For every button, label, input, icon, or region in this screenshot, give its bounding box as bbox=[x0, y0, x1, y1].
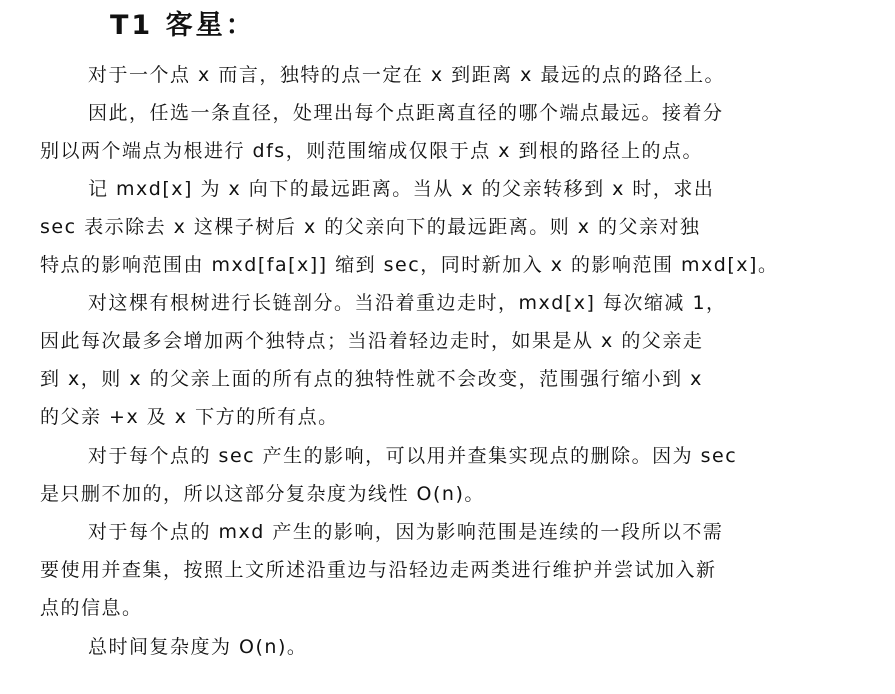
text-line: 对于每个点的 mxd 产生的影响，因为影响范围是连续的一段所以不需 bbox=[88, 521, 724, 543]
text-line: 特点的影响范围由 mxd[fa[x]] 缩到 sec，同时新加入 x 的影响范围 mxd[x]。 bbox=[40, 254, 779, 276]
text-line: sec 表示除去 x 这棵子树后 x 的父亲向下的最远距离。则 x 的父亲对独 bbox=[40, 216, 701, 238]
text-line: 是只删不加的，所以这部分复杂度为线性 O(n)。 bbox=[40, 483, 485, 505]
text-line: 别以两个端点为根进行 dfs，则范围缩成仅限于点 x 到根的路径上的点。 bbox=[40, 140, 704, 162]
text-line: 对这棵有根树进行长链剖分。当沿着重边走时，mxd[x] 每次缩减 1， bbox=[88, 292, 727, 314]
text-line: 点的信息。 bbox=[40, 597, 143, 619]
text-line: 到 x，则 x 的父亲上面的所有点的独特性就不会改变，范围强行缩小到 x bbox=[40, 368, 703, 390]
text-line: 对于每个点的 sec 产生的影响，可以用并查集实现点的删除。因为 sec bbox=[88, 445, 738, 467]
text-line: 要使用并查集，按照上文所述沿重边与沿轻边走两类进行维护并尝试加入新 bbox=[40, 559, 717, 581]
text-line: 记 mxd[x] 为 x 向下的最远距离。当从 x 的父亲转移到 x 时，求出 bbox=[88, 178, 715, 200]
document-title: T1 客星： bbox=[110, 10, 256, 41]
text-line: 总时间复杂度为 O(n)。 bbox=[88, 636, 308, 658]
text-line: 的父亲 +x 及 x 下方的所有点。 bbox=[40, 406, 339, 428]
text-line: 对于一个点 x 而言，独特的点一定在 x 到距离 x 最远的点的路径上。 bbox=[88, 64, 725, 86]
text-line: 因此，任选一条直径，处理出每个点距离直径的哪个端点最远。接着分 bbox=[88, 102, 724, 124]
text-line: 因此每次最多会增加两个独特点；当沿着轻边走时，如果是从 x 的父亲走 bbox=[40, 330, 704, 352]
